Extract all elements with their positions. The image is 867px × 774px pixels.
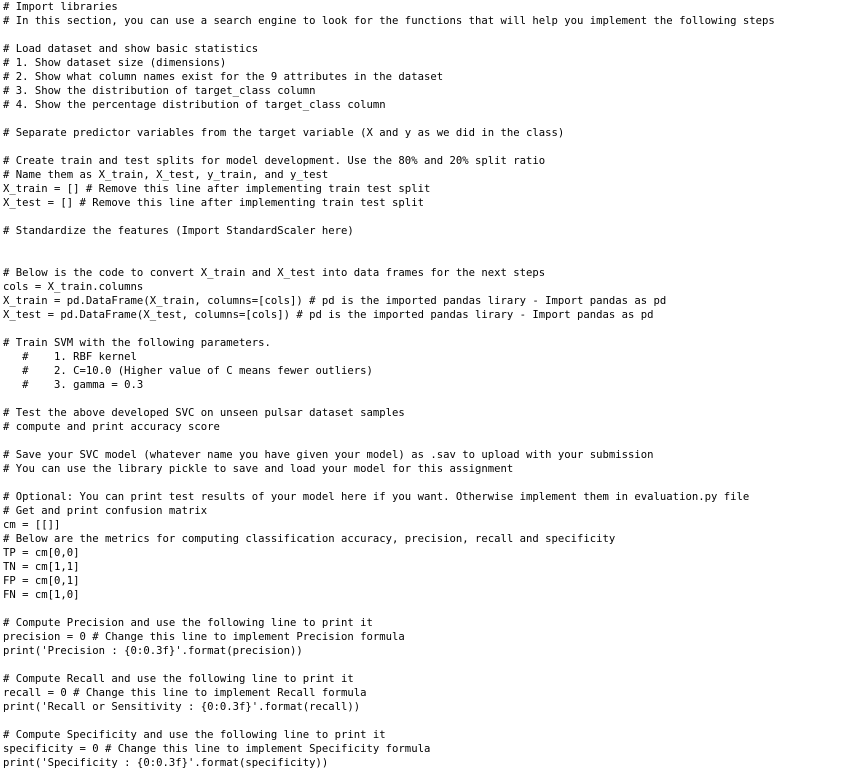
code-line: # Separate predictor variables from the target variable (X and y as we did in the class) [3,127,565,139]
code-line: # Save your SVC model (whatever name you have given your model) as .sav to upload with your submission [3,449,654,461]
code-line: # Import libraries [3,1,118,13]
code-line: # Load dataset and show basic statistics [3,43,259,55]
code-line: # Below is the code to convert X_train and X_test into data frames for the next steps [3,267,546,279]
code-line: # Get and print confusion matrix [3,505,208,517]
code-line: print('Recall or Sensitivity : {0:0.3f}'.format(recall)) [3,701,361,713]
code-line [3,238,775,252]
code-line: # You can use the library pickle to save and load your model for this assignment [3,463,514,475]
code-line: # Optional: You can print test results of your model here if you want. Otherwise implement them in evaluation.py file [3,491,750,503]
code-text-area[interactable] [3,0,775,770]
code-line: # Below are the metrics for computing classification accuracy, precision, recall and specificity [3,533,616,545]
code-line: print('Precision : {0:0.3f}'.format(precision)) [3,645,303,657]
code-line: # 3. gamma = 0.3 [3,379,144,391]
code-line: # 1. Show dataset size (dimensions) [3,57,227,69]
code-line: X_test = [] # Remove this line after implementing train test split [3,197,424,209]
code-line: specificity = 0 # Change this line to implement Specificity formula [3,743,431,755]
code-line [3,28,775,42]
code-line: # Create train and test splits for model development. Use the 80% and 20% split ratio [3,155,546,167]
code-line: # 2. C=10.0 (Higher value of C means fewer outliers) [3,365,373,377]
code-line: # Compute Precision and use the following line to print it [3,617,373,629]
code-line [3,658,775,672]
code-line: X_train = pd.DataFrame(X_train, columns=[cols]) # pd is the imported pandas lirary - Import pandas as pd [3,295,667,307]
code-line [3,322,775,336]
code-line [3,434,775,448]
code-line: cm = [[]] [3,519,61,531]
code-line [3,112,775,126]
code-line: # Train SVM with the following parameters. [3,337,271,349]
code-line: X_test = pd.DataFrame(X_test, columns=[cols]) # pd is the imported pandas lirary - Import pandas as pd [3,309,654,321]
code-line [3,252,775,266]
code-line [3,602,775,616]
code-line: # compute and print accuracy score [3,421,220,433]
code-line: TN = cm[1,1] [3,561,80,573]
code-line: # Test the above developed SVC on unseen pulsar dataset samples [3,407,405,419]
code-line: # 1. RBF kernel [3,351,137,363]
code-line: # Standardize the features (Import StandardScaler here) [3,225,354,237]
code-line: FP = cm[0,1] [3,575,80,587]
code-line: # Compute Recall and use the following line to print it [3,673,354,685]
code-line: X_train = [] # Remove this line after implementing train test split [3,183,431,195]
code-line [3,210,775,224]
code-line: precision = 0 # Change this line to implement Precision formula [3,631,405,643]
code-line: # Compute Specificity and use the following line to print it [3,729,386,741]
code-line: recall = 0 # Change this line to implement Recall formula [3,687,367,699]
code-line [3,714,775,728]
code-line: FN = cm[1,0] [3,589,80,601]
code-line [3,476,775,490]
code-line [3,140,775,154]
code-line: # 3. Show the distribution of target_class column [3,85,316,97]
code-line: # 4. Show the percentage distribution of target_class column [3,99,386,111]
code-line: print('Specificity : {0:0.3f}'.format(specificity)) [3,757,329,769]
code-line [3,392,775,406]
code-line: # 2. Show what column names exist for the 9 attributes in the dataset [3,71,444,83]
code-line: cols = X_train.columns [3,281,144,293]
code-line: # In this section, you can use a search engine to look for the functions that will help you implement the following steps [3,15,775,27]
code-line: # Name them as X_train, X_test, y_train, and y_test [3,169,329,181]
code-line: TP = cm[0,0] [3,547,80,559]
